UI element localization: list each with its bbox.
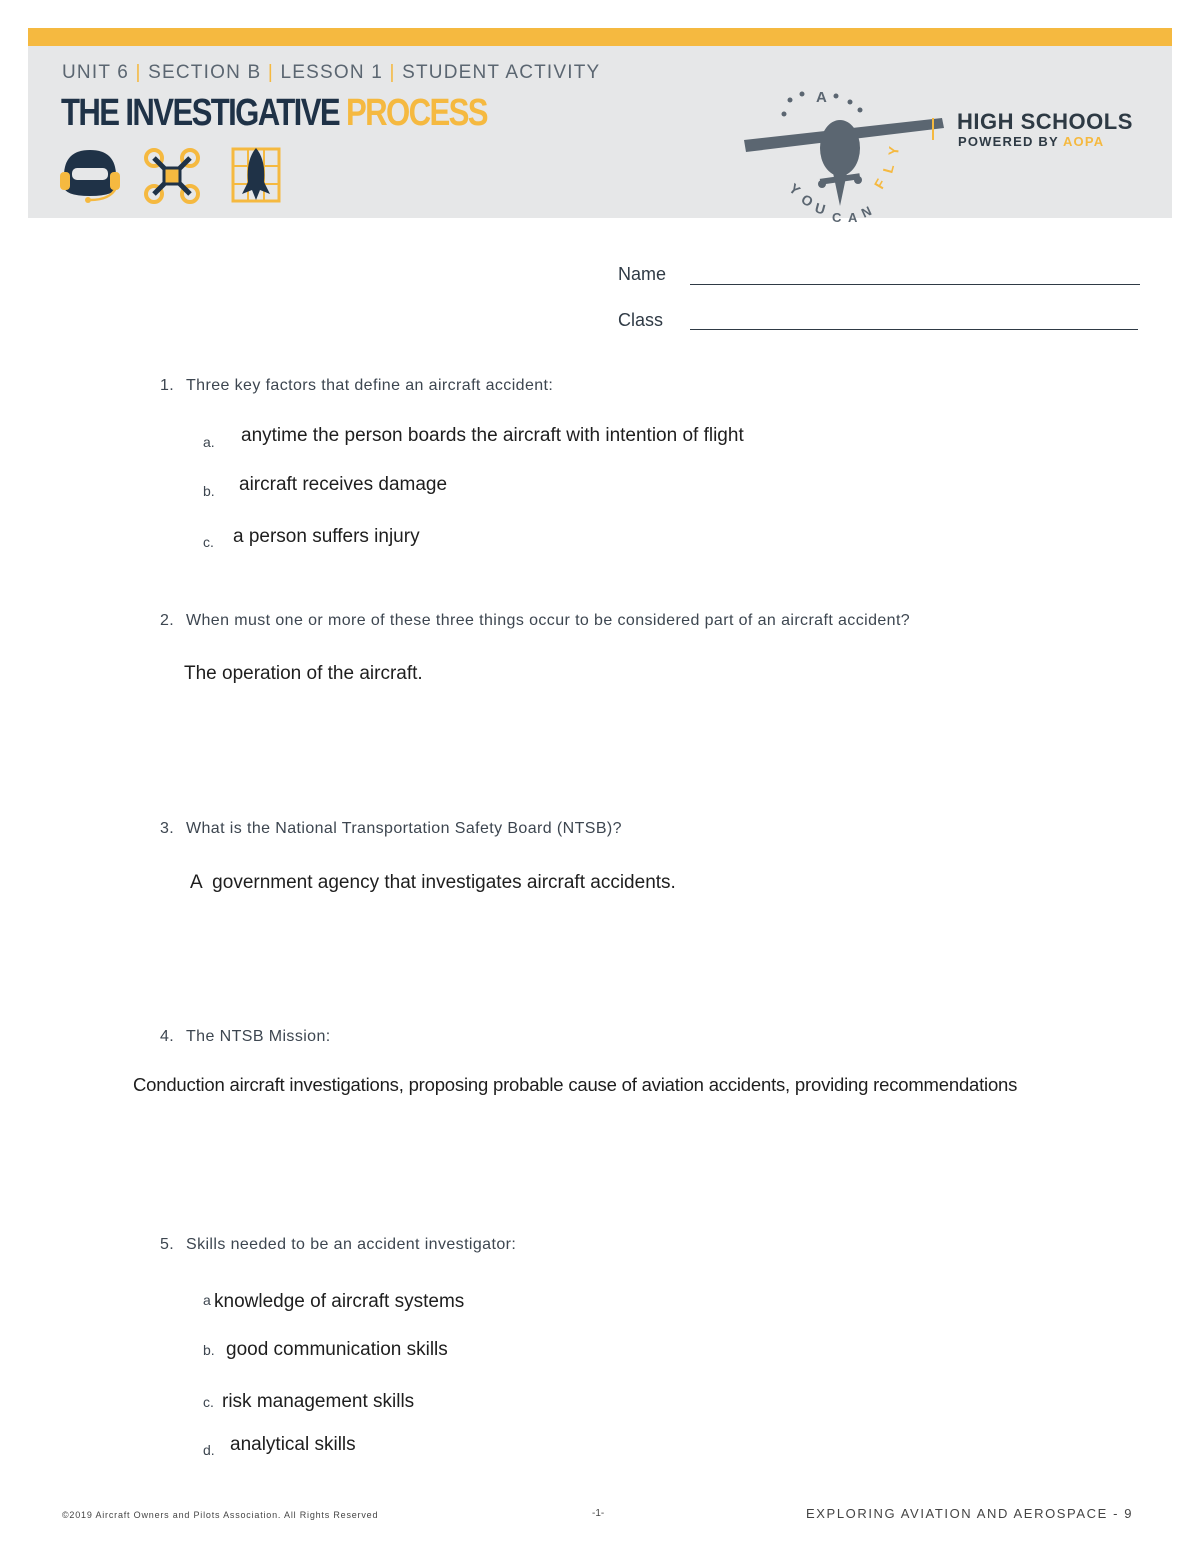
footer-copyright: ©2019 Aircraft Owners and Pilots Association. All Rights Reserved — [62, 1510, 379, 1520]
svg-text:N: N — [858, 203, 874, 221]
svg-text:A: A — [848, 210, 858, 225]
q5-item-a-letter: a — [203, 1292, 211, 1308]
q5-item-c-answer: risk management skills — [222, 1391, 415, 1412]
name-field[interactable] — [690, 284, 1140, 285]
q1-item-b-letter: b. — [203, 483, 215, 499]
question-2-number: 2. — [160, 612, 175, 629]
brand-powered-label: POWERED BY — [958, 134, 1059, 149]
question-5-number: 5. — [160, 1236, 175, 1253]
svg-text:O: O — [798, 190, 816, 211]
you-can-fly-logo — [736, 56, 926, 225]
question-3-text: What is the National Transportation Safety Board (NTSB)? — [186, 820, 622, 837]
question-4-number: 4. — [160, 1028, 175, 1045]
svg-text:F: F — [870, 176, 889, 192]
section-label: SECTION B — [148, 62, 262, 83]
q1-item-a-answer: anytime the person boards the aircraft with intention of flight — [241, 425, 744, 446]
activity-label: STUDENT ACTIVITY — [402, 62, 601, 83]
question-1-number: 1. — [160, 377, 175, 394]
question-4-answer: Conduction aircraft investigations, proposing probable cause of aviation accidents, providing recommendations — [133, 1074, 1018, 1095]
svg-text:Y: Y — [885, 145, 902, 157]
q1-item-c-answer: a person suffers injury — [233, 526, 420, 547]
question-2-text: When must one or more of these three things occur to be considered part of an aircraft accident? — [186, 612, 911, 629]
lesson-label: LESSON 1 — [280, 62, 383, 83]
question-2 — [160, 612, 910, 630]
rocket-icon — [233, 148, 279, 201]
q5-item-d-letter: d. — [203, 1442, 215, 1458]
q1-item-c-letter: c. — [203, 534, 214, 550]
footer-course: EXPLORING AVIATION AND AEROSPACE - 9 — [806, 1506, 1134, 1521]
svg-text:Y: Y — [786, 180, 804, 199]
q5-item-a-answer: knowledge of aircraft systems — [214, 1291, 465, 1312]
header-banner — [28, 28, 1172, 225]
svg-text:U: U — [813, 199, 828, 218]
brand-title: HIGH SCHOOLS — [957, 109, 1133, 134]
q1-item-a-letter: a. — [203, 434, 215, 450]
q5-item-b-letter: b. — [203, 1342, 215, 1358]
page-title — [61, 92, 487, 135]
svg-text:L: L — [879, 162, 898, 175]
drone-icon — [146, 150, 198, 202]
title-accent: PROCESS — [346, 92, 487, 134]
question-4 — [160, 1028, 331, 1046]
name-label: Name — [618, 264, 667, 284]
q5-item-b-answer: good communication skills — [226, 1339, 448, 1360]
svg-text:A: A — [816, 89, 827, 106]
class-label: Class — [618, 310, 664, 330]
class-field[interactable] — [690, 329, 1138, 330]
pilot-headset-icon — [60, 150, 120, 203]
question-2-answer: The operation of the aircraft. — [184, 663, 423, 684]
question-1-text: Three key factors that define an aircraft accident: — [186, 377, 554, 394]
q5-item-d-answer: analytical skills — [230, 1434, 356, 1455]
unit-label: UNIT 6 — [62, 62, 130, 83]
title-dark: THE INVESTIGATIVE — [61, 92, 339, 134]
question-5-text: Skills needed to be an accident investigator: — [186, 1236, 517, 1253]
question-3-answer: A government agency that investigates aircraft accidents. — [190, 872, 676, 893]
brand-aopa: AOPA — [1062, 134, 1105, 149]
question-4-text: The NTSB Mission: — [186, 1028, 331, 1045]
q1-item-b-answer: aircraft receives damage — [239, 474, 448, 495]
question-3-number: 3. — [160, 820, 175, 837]
question-5 — [160, 1236, 516, 1254]
q5-item-c-letter: c. — [203, 1394, 214, 1410]
svg-text:C: C — [832, 210, 842, 225]
header-accent-stripe — [28, 28, 1172, 46]
question-3 — [160, 820, 622, 838]
brand-powered-by — [958, 134, 1104, 149]
unit-breadcrumb: UNIT 6 | SECTION B | LESSON 1 | STUDENT ACTIVITY — [62, 62, 601, 83]
question-1 — [160, 377, 553, 395]
topic-icons — [60, 146, 320, 211]
brand-divider — [932, 118, 934, 140]
footer-page-number: -1- — [592, 1508, 605, 1519]
